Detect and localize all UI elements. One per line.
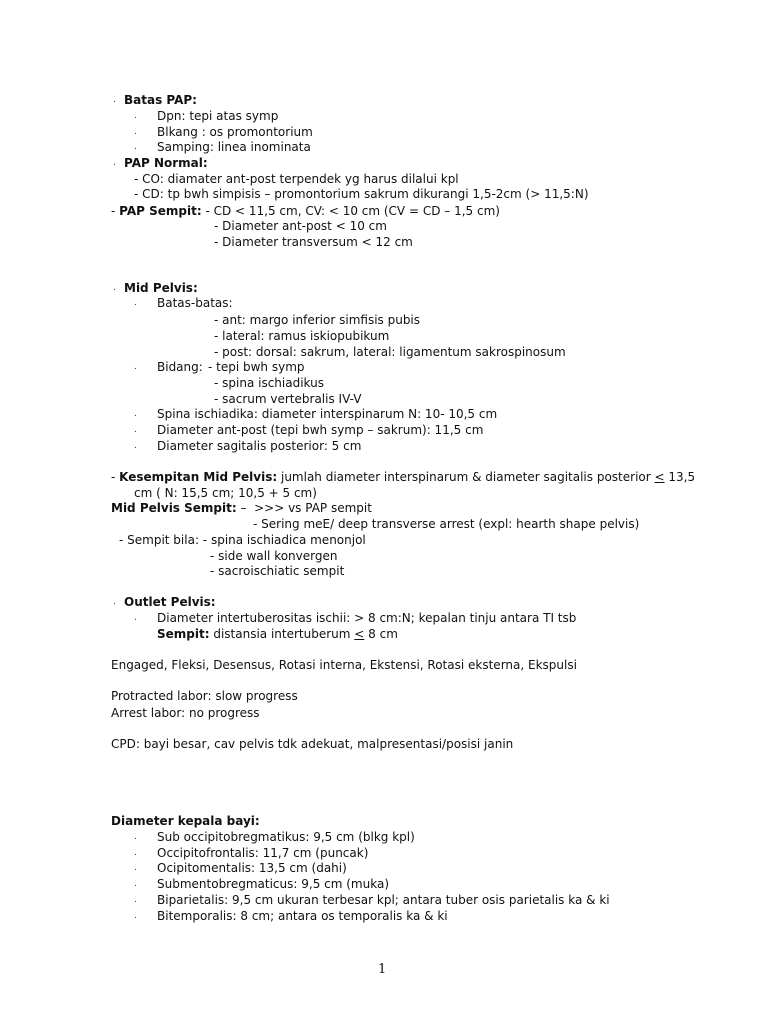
outlet-sempit-value: 8 cm xyxy=(364,627,398,641)
bullet-marker: . xyxy=(134,425,137,435)
dash-prefix: - xyxy=(111,470,120,484)
list-item: Diameter ant-post (tepi bwh symp – sakrum): 11,5 cm xyxy=(157,423,484,437)
mid-sempit-line xyxy=(111,501,372,516)
mid-sempit-heading: Mid Pelvis Sempit: xyxy=(111,501,237,515)
list-item: - Diameter transversum < 12 cm xyxy=(214,235,413,249)
kesempitan-text-2: cm ( N: 15,5 cm; 10,5 + 5 cm) xyxy=(134,486,317,500)
bullet-marker: . xyxy=(134,409,137,419)
pap-sempit-text: - CD < 11,5 cm, CV: < 10 cm (CV = CD – 1,5 cm) xyxy=(201,204,500,218)
bullet-marker: . xyxy=(134,879,137,889)
list-item: Dpn: tepi atas symp xyxy=(157,109,279,123)
bullet-marker: . xyxy=(134,142,137,152)
bullet-marker: . xyxy=(134,895,137,905)
labor-text: Arrest labor: no progress xyxy=(111,706,260,720)
list-item: Blkang : os promontorium xyxy=(157,125,313,139)
bullet-marker: . xyxy=(113,283,116,293)
pap-sempit-heading: PAP Sempit: xyxy=(119,204,202,218)
list-item: Submentobregmaticus: 9,5 cm (muka) xyxy=(157,877,389,891)
bidang-label: Bidang: xyxy=(157,360,203,374)
list-item: - side wall konvergen xyxy=(210,549,338,563)
cpd-text: CPD: bayi besar, cav pelvis tdk adekuat, malpresentasi/posisi janin xyxy=(111,737,514,751)
list-item: Biparietalis: 9,5 cm ukuran terbesar kpl; antara tuber osis parietalis ka & ki xyxy=(157,893,610,907)
kepala-heading: Diameter kepala bayi: xyxy=(111,814,260,828)
kesempitan-value: 13,5 xyxy=(664,470,696,484)
labor-text: Protracted labor: slow progress xyxy=(111,689,298,703)
page-number: 1 xyxy=(378,962,387,977)
bullet-marker: . xyxy=(134,298,137,308)
bullet-marker: . xyxy=(134,111,137,121)
list-item: Diameter intertuberositas ischii: > 8 cm:N; kepalan tinju antara TI tsb xyxy=(157,611,577,625)
bullet-marker: . xyxy=(134,441,137,451)
pap-normal-heading: PAP Normal: xyxy=(124,156,208,170)
bullet-marker: . xyxy=(113,158,116,168)
mid-sempit-text: – >>> vs PAP sempit xyxy=(236,501,372,515)
list-item: - Diameter ant-post < 10 cm xyxy=(214,219,387,233)
kesempitan-line xyxy=(111,470,695,485)
list-item: Ocipitomentalis: 13,5 cm (dahi) xyxy=(157,861,347,875)
outlet-heading: Outlet Pelvis: xyxy=(124,595,216,609)
dash-prefix: - xyxy=(111,204,120,218)
list-item: - CO: diamater ant-post terpendek yg harus dilalui kpl xyxy=(134,172,459,186)
outlet-sempit-line xyxy=(157,627,398,642)
leq-symbol: < xyxy=(654,470,665,484)
batas-label: Batas-batas: xyxy=(157,296,233,310)
list-item: - post: dorsal: sakrum, lateral: ligamentum sakrospinosum xyxy=(214,345,566,359)
bullet-marker: . xyxy=(134,848,137,858)
bullet-marker: . xyxy=(134,911,137,921)
pap-sempit-line xyxy=(111,204,500,219)
outlet-sempit-heading: Sempit: xyxy=(157,627,210,641)
list-item: Bitemporalis: 8 cm; antara os temporalis ka & ki xyxy=(157,909,448,923)
list-item: Spina ischiadika: diameter interspinarum N: 10- 10,5 cm xyxy=(157,407,498,421)
bullet-marker: . xyxy=(113,597,116,607)
bullet-marker: . xyxy=(134,863,137,873)
bullet-marker: . xyxy=(113,95,116,105)
list-item: Occipitofrontalis: 11,7 cm (puncak) xyxy=(157,846,369,860)
kesempitan-text: jumlah diameter interspinarum & diameter sagitalis posterior xyxy=(277,470,655,484)
bullet-marker: . xyxy=(134,613,137,623)
list-item: - sacroischiatic sempit xyxy=(210,564,345,578)
list-item: - tepi bwh symp xyxy=(208,360,305,374)
list-item: Samping: linea inominata xyxy=(157,140,311,154)
list-item: - CD: tp bwh simpisis – promontorium sakrum dikurangi 1,5-2cm (> 11,5:N) xyxy=(134,187,589,201)
list-item: - sacrum vertebralis IV-V xyxy=(214,392,362,406)
list-item: - lateral: ramus iskiopubikum xyxy=(214,329,390,343)
list-item: Sub occipitobregmatikus: 9,5 cm (blkg kpl) xyxy=(157,830,415,844)
mechanism-text: Engaged, Fleksi, Desensus, Rotasi interna, Ekstensi, Rotasi eksterna, Ekspulsi xyxy=(111,658,577,672)
kesempitan-heading: Kesempitan Mid Pelvis: xyxy=(119,470,278,484)
leq-symbol: < xyxy=(354,627,365,641)
bullet-marker: . xyxy=(134,362,137,372)
list-item: - Sering meE/ deep transverse arrest (expl: hearth shape pelvis) xyxy=(253,517,640,531)
list-item: - ant: margo inferior simfisis pubis xyxy=(214,313,421,327)
mid-pelvis-heading: Mid Pelvis: xyxy=(124,281,198,295)
batas-pap-heading: Batas PAP: xyxy=(124,93,197,107)
outlet-sempit-text: distansia intertuberum xyxy=(209,627,355,641)
bullet-marker: . xyxy=(134,832,137,842)
list-item: - Sempit bila: - spina ischiadica menonjol xyxy=(119,533,366,547)
list-item: - spina ischiadikus xyxy=(214,376,324,390)
bullet-marker: . xyxy=(134,127,137,137)
list-item: Diameter sagitalis posterior: 5 cm xyxy=(157,439,362,453)
